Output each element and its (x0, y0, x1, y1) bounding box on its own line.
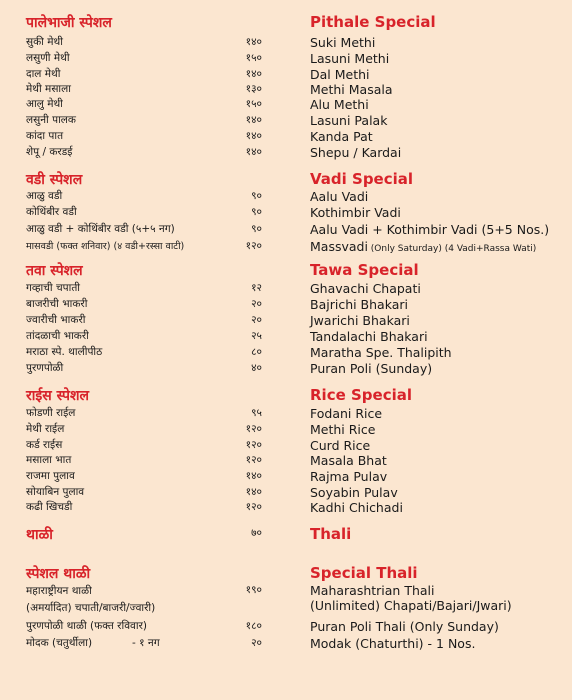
menu-item (0, 453, 572, 469)
item-name-english: Shepu / Kardai (310, 145, 402, 160)
item-name-english: Curd Rice (310, 438, 371, 453)
item-name-marathi: तांदळाची भाकरी (26, 330, 89, 342)
item-name-marathi: मेथी मसाला (26, 83, 71, 95)
item-price: १४० (245, 36, 262, 48)
item-price: १९० (245, 584, 262, 596)
item-name-english: Aalu Vadi (310, 189, 369, 204)
item-name-english: Kothimbir Vadi (310, 205, 401, 220)
menu-item (0, 35, 572, 51)
item-price: १२० (245, 454, 262, 466)
item-name-english: Maharashtrian Thali (Unlimited) Chapati/Bajari/Jwari) (310, 583, 512, 613)
item-name-english (310, 239, 536, 254)
item-name-marathi: आळु वडी + कोथिंबीर वडी (५+५ नग) (26, 223, 175, 235)
item-price: १८० (245, 620, 262, 632)
section-heading-marathi: स्पेशल थाळी (26, 566, 91, 582)
item-name-marathi: बाजरीची भाकरी (26, 298, 88, 310)
item-price: १२० (245, 501, 262, 513)
menu-item (0, 500, 572, 516)
item-name-marathi: कढी खिचडी (26, 501, 73, 513)
item-price: २५ (251, 330, 262, 342)
menu-item (0, 297, 572, 313)
item-name-english: Kanda Pat (310, 129, 373, 144)
item-price: १२० (245, 439, 262, 451)
menu-item (0, 636, 572, 652)
menu-item (0, 345, 572, 361)
item-name-english: Jwarichi Bhakari (310, 313, 410, 328)
item-name-english: Puran Poli (Sunday) (310, 361, 433, 376)
item-name-marathi: फोडणी राईल (26, 407, 76, 419)
item-name-english: Soyabin Pulav (310, 485, 398, 500)
menu-item (0, 113, 572, 129)
section-heading-english: Tawa Special (310, 261, 419, 279)
item-name-marathi: कोथिंबीर वडी (26, 206, 77, 218)
menu-item (0, 67, 572, 83)
item-name-marathi: शेपू / करडई (26, 146, 73, 158)
item-name-marathi: लसुणी मेथी (26, 52, 70, 64)
item-note: (Only Saturday) (4 Vadi+Rassa Wati) (367, 244, 537, 254)
menu-item (0, 205, 572, 221)
item-price: १४० (245, 130, 262, 142)
menu-item (0, 129, 572, 145)
item-name-english: Modak (Chaturthi) - 1 Nos. (310, 636, 476, 651)
item-name-marathi: ज्वारीची भाकरी (26, 314, 86, 326)
item-price: १५० (245, 52, 262, 64)
item-name-marathi: मसाला भात (26, 454, 72, 466)
item-name-marathi: पुरणपोळी थाळी (फक्त रविवार) (26, 620, 147, 632)
menu-item (0, 145, 572, 161)
item-name-marathi: गव्हाची चपाती (26, 282, 81, 294)
item-name-marathi: दाल मेथी (26, 68, 61, 80)
item-name-marathi: मासवडी (फक्त शनिवार) (४ वडी+रस्सा वाटी) (26, 241, 185, 252)
item-name-marathi: कांदा पात (26, 130, 64, 142)
item-name-english: Lasuni Palak (310, 113, 388, 128)
section-heading-marathi: तवा स्पेशल (26, 263, 83, 279)
section-heading-marathi: वडी स्पेशल (26, 172, 83, 188)
item-name-english: Aalu Vadi + Kothimbir Vadi (5+5 Nos.) (310, 222, 550, 237)
item-price: २० (251, 298, 262, 310)
item-price: १५० (245, 98, 262, 110)
item-price: १४० (245, 146, 262, 158)
item-name-marathi: मराठा स्पे. थालीपीठ (26, 346, 103, 358)
item-price: २० (251, 314, 262, 326)
item-name-english: Lasuni Methi (310, 51, 390, 66)
menu-item (0, 82, 572, 98)
menu-item (0, 222, 572, 238)
menu-item (0, 619, 572, 635)
item-name-marathi: पुरणपोळी (26, 362, 64, 374)
item-price: १३० (245, 83, 262, 95)
item-quantity-marathi: - १ नग (132, 637, 160, 649)
menu-item (0, 583, 572, 617)
item-price: ४० (251, 362, 262, 374)
item-name-marathi: आलु मेथी (26, 98, 63, 110)
item-name-marathi: आळु वडी (26, 190, 63, 202)
section-heading-english: Vadi Special (310, 170, 414, 188)
section-heading-english: Special Thali (310, 564, 418, 582)
menu-item (0, 97, 572, 113)
item-name-english: Fodani Rice (310, 406, 383, 421)
item-name-english: Bajrichi Bhakari (310, 297, 409, 312)
item-name-english: Rajma Pulav (310, 469, 388, 484)
item-name-marathi: सुकी मेथी (26, 36, 63, 48)
item-name-marathi: सोयाबिन पुलाव (26, 486, 85, 498)
item-price: १२० (245, 240, 262, 252)
item-name-english: Suki Methi (310, 35, 376, 50)
item-name-english: Dal Methi (310, 67, 370, 82)
item-name-marathi: लसुनी पालक (26, 114, 76, 126)
thali-heading-english: Thali (310, 525, 352, 543)
menu-item (0, 189, 572, 205)
item-price: १४० (245, 486, 262, 498)
item-name-marathi: मेथी राईल (26, 423, 65, 435)
thali-price: ७० (251, 527, 262, 539)
item-price: १४० (245, 114, 262, 126)
menu-item (0, 281, 572, 297)
item-price: १४० (245, 470, 262, 482)
menu-item (0, 485, 572, 501)
item-name-english: Alu Methi (310, 97, 369, 112)
item-price: ८० (251, 346, 262, 358)
menu-item (0, 239, 572, 255)
item-price: १४० (245, 68, 262, 80)
item-name-marathi: कर्ड राईस (26, 439, 63, 451)
item-price: १२ (251, 282, 262, 294)
section-heading-marathi: राईस स्पेशल (26, 388, 89, 404)
menu-item (0, 329, 572, 345)
menu-item (0, 469, 572, 485)
item-name-english: Puran Poli Thali (Only Sunday) (310, 619, 499, 634)
menu-item (0, 406, 572, 422)
item-name-english: Tandalachi Bhakari (310, 329, 428, 344)
item-name-marathi: राजमा पुलाव (26, 470, 75, 482)
menu-item (0, 361, 572, 377)
item-name-marathi: महाराष्ट्रीयन थाळी (अमर्यादित) चपाती/बाजरी/ज्वारी) (26, 585, 156, 614)
menu-item (0, 422, 572, 438)
item-price: २० (251, 637, 262, 649)
item-name-english: Maratha Spe. Thalipith (310, 345, 452, 360)
menu-item (0, 438, 572, 454)
item-price: ९० (251, 190, 262, 202)
item-name-marathi: मोदक (चतुर्थीला) (26, 637, 93, 649)
item-price: ९५ (251, 407, 262, 419)
section-heading-english: Pithale Special (310, 13, 436, 31)
item-price: ९० (251, 206, 262, 218)
item-name-english: Methi Rice (310, 422, 376, 437)
item-name-english: Kadhi Chichadi (310, 500, 403, 515)
section-heading-marathi: पालेभाजी स्पेशल (26, 15, 112, 31)
item-name-english: Masala Bhat (310, 453, 387, 468)
menu-item (0, 51, 572, 67)
thali-heading-marathi: थाळी (26, 527, 53, 543)
item-name-english: Methi Masala (310, 82, 393, 97)
item-name-english: Ghavachi Chapati (310, 281, 421, 296)
menu-item (0, 313, 572, 329)
section-heading-english: Rice Special (310, 386, 412, 404)
item-name-english-main: Massvadi (310, 239, 368, 254)
item-price: १२० (245, 423, 262, 435)
item-price: ९० (251, 223, 262, 235)
